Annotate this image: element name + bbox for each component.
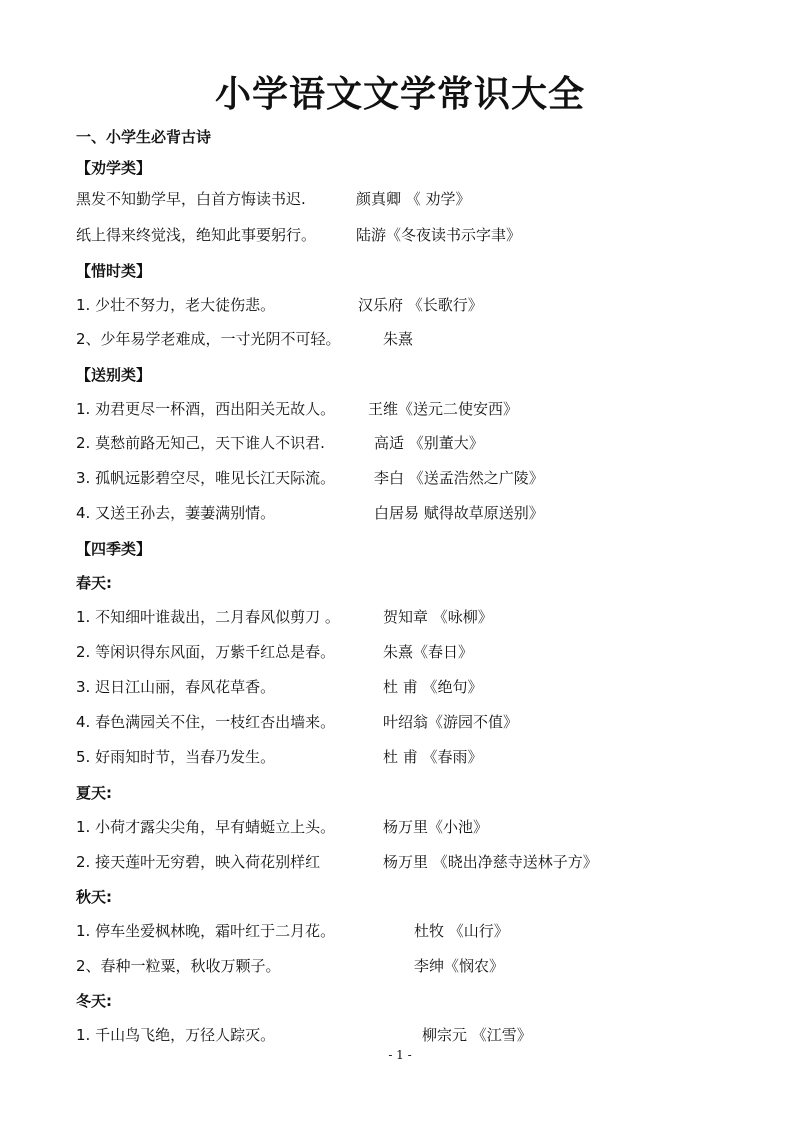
poem-author: 高适 《别董大》 bbox=[374, 434, 484, 452]
poem-author: 陆游《冬夜读书示字聿》 bbox=[356, 226, 522, 244]
poem-author: 李白 《送孟浩然之广陵》 bbox=[374, 469, 544, 487]
poem-text: 黑发不知勤学早，白首方悔读书迟. bbox=[76, 190, 306, 208]
poem-text: 2、少年易学老难成，一寸光阴不可轻。 bbox=[76, 330, 341, 348]
poem-text: 2、春种一粒粟，秋收万颗子。 bbox=[76, 957, 281, 975]
category-heading-quanxue: 【劝学类】 bbox=[76, 159, 152, 177]
poem-author: 李绅《悯农》 bbox=[414, 957, 505, 975]
poem-text: 1. 千山鸟飞绝，万径人踪灭。 bbox=[76, 1026, 276, 1044]
poem-text: 1. 小荷才露尖尖角，早有蜻蜓立上头。 bbox=[76, 818, 336, 836]
season-label-summer: 夏天: bbox=[76, 784, 112, 802]
category-heading-songbie: 【送别类】 bbox=[76, 366, 152, 384]
poem-author: 杨万里《小池》 bbox=[383, 818, 489, 836]
poem-author: 柳宗元 《江雪》 bbox=[422, 1026, 532, 1044]
page-title: 小学语文文学常识大全 bbox=[214, 74, 585, 115]
poem-author: 白居易 赋得故草原送别》 bbox=[374, 504, 544, 522]
section-heading-poems: 一、小学生必背古诗 bbox=[76, 128, 212, 146]
page-number: - 1 - bbox=[388, 1048, 412, 1062]
poem-text: 3. 迟日江山丽，春风花草香。 bbox=[76, 678, 276, 696]
poem-author: 朱熹 bbox=[383, 330, 414, 348]
category-heading-xishi: 【惜时类】 bbox=[76, 262, 152, 280]
poem-author: 朱熹《春日》 bbox=[383, 643, 474, 661]
poem-author: 贺知章 《咏柳》 bbox=[383, 608, 493, 626]
poem-text: 1. 劝君更尽一杯酒，西出阳关无故人。 bbox=[76, 400, 336, 418]
category-heading-siji: 【四季类】 bbox=[76, 540, 152, 558]
poem-text: 1. 停车坐爱枫林晚，霜叶红于二月花。 bbox=[76, 922, 336, 940]
poem-author: 杜 甫 《春雨》 bbox=[383, 748, 483, 766]
poem-text: 1. 少壮不努力，老大徒伤悲。 bbox=[76, 296, 276, 314]
poem-text: 1. 不知细叶谁裁出，二月春风似剪刀 。 bbox=[76, 608, 340, 626]
poem-text: 纸上得来终觉浅，绝知此事要躬行。 bbox=[76, 226, 317, 244]
poem-author: 杜牧 《山行》 bbox=[414, 922, 509, 940]
poem-author: 汉乐府 《长歌行》 bbox=[358, 296, 483, 314]
season-label-spring: 春天: bbox=[76, 574, 112, 592]
poem-author: 叶绍翁《游园不值》 bbox=[383, 713, 519, 731]
poem-text: 4. 春色满园关不住，一枝红杏出墙来。 bbox=[76, 713, 336, 731]
season-label-autumn: 秋天: bbox=[76, 888, 112, 906]
poem-author: 杨万里 《晓出净慈寺送林子方》 bbox=[383, 853, 598, 871]
season-label-winter: 冬天: bbox=[76, 992, 112, 1010]
poem-text: 2. 莫愁前路无知己，天下谁人不识君. bbox=[76, 434, 325, 452]
poem-text: 2. 接天莲叶无穷碧，映入荷花别样红 bbox=[76, 853, 321, 871]
poem-author: 颜真卿 《 劝学》 bbox=[356, 190, 471, 208]
poem-text: 5. 好雨知时节，当春乃发生。 bbox=[76, 748, 276, 766]
poem-text: 2. 等闲识得东风面，万紫千红总是春。 bbox=[76, 643, 336, 661]
poem-author: 杜 甫 《绝句》 bbox=[383, 678, 483, 696]
poem-text: 4. 又送王孙去，萋萋满别情。 bbox=[76, 504, 276, 522]
poem-author: 王维《送元二使安西》 bbox=[368, 400, 519, 418]
poem-text: 3. 孤帆远影碧空尽，唯见长江天际流。 bbox=[76, 469, 336, 487]
